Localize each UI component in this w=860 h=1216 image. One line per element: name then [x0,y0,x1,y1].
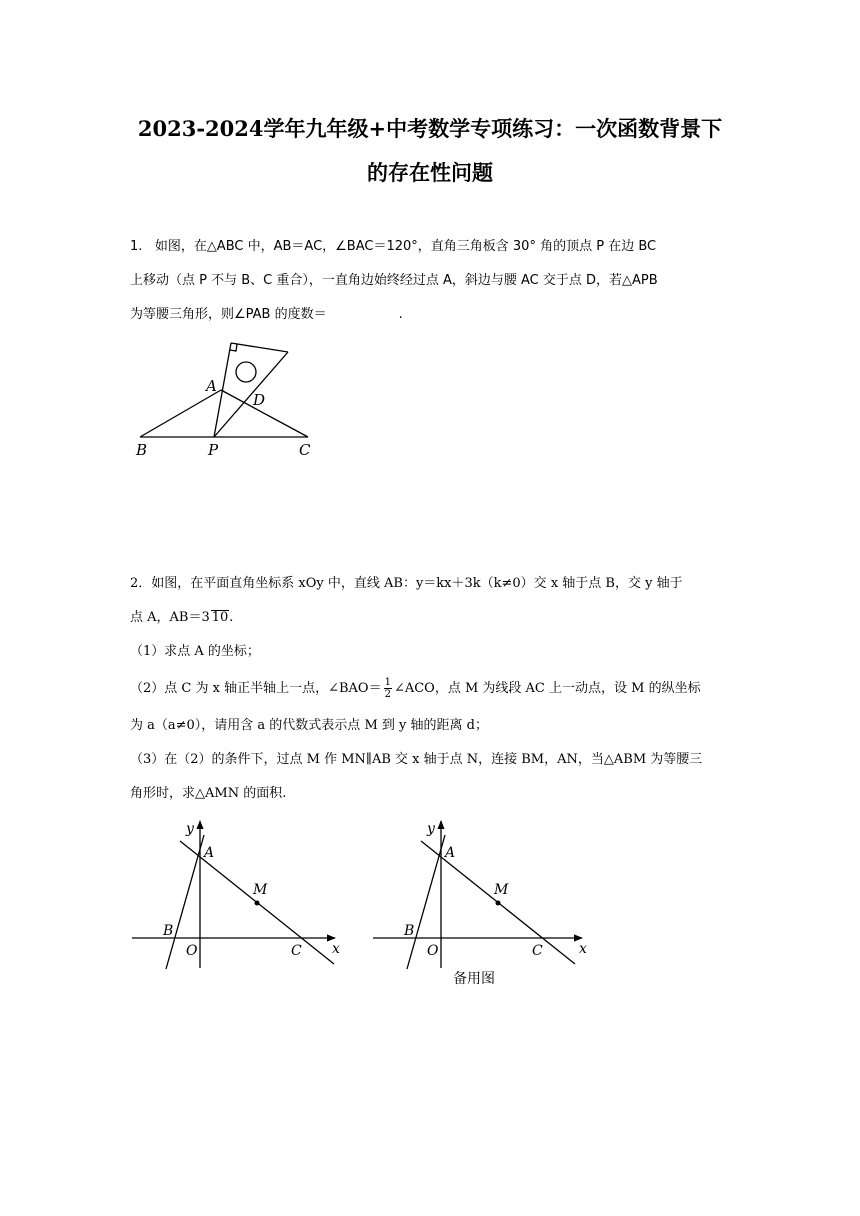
label-C: C [532,943,543,959]
label-B: B [404,923,415,939]
q2-part2-text-b: ∠ACO，点 M 为线段 AC 上一动点，设 M 的纵坐标 [393,681,701,696]
label-B: B [163,923,174,939]
q2-figure-backup [369,815,594,990]
q1-text-line3: 为等腰三角形，则∠PAB 的度数＝ [130,307,327,322]
q2-part2-text-a: （2）点 C 为 x 轴正半轴上一点，∠BAO＝ [130,681,382,696]
q2-part2-line2: 为 a（a≠0），请用含 a 的代数式表示点 M 到 y 轴的距离 d； [130,718,488,733]
label-O: O [427,943,439,959]
sqrt-10: 10 [211,610,229,625]
label-A: A [445,845,456,861]
label-C: C [291,943,302,959]
label-A: A [206,377,217,395]
q2-period: . [229,610,234,625]
label-x: x [332,941,340,957]
label-O: O [186,943,198,959]
label-C: C [299,441,311,459]
label-P: P [208,441,219,459]
label-y: y [427,821,435,837]
page-title-line2: 的存在性问题 [367,160,493,185]
q1-text-line1: 如图，在△ABC 中，AB＝AC，∠BAC＝120°，直角三角板含 30° 角的顶点 P 在边 BC [154,239,657,254]
label-D: D [253,391,266,409]
q2-part1: （1）求点 A 的坐标； [130,644,260,659]
q1-line2: 上移动（点 P 不与 B、C 重合），一直角边始终经过点 A，斜边与腰 AC 交于点 D，若△APB [130,273,658,288]
label-M: M [253,882,268,898]
fraction-one-half [384,677,392,700]
page-title-line1: 2023-2024学年九年级+中考数学专项练习：一次函数背景下 [137,116,723,141]
point-M [255,901,260,906]
q2-line2 [130,600,730,635]
fraction-numerator: 1 [384,677,391,688]
q1-number: 1. [130,239,143,254]
point-M [496,901,501,906]
triangle-hypotenuse [214,352,288,437]
segment-AB [140,390,221,437]
label-A: A [204,845,215,861]
label-M: M [494,882,509,898]
q2-part3-line1: （3）在（2）的条件下，过点 M 作 MN∥AB 交 x 轴于点 N，连接 BM，AN，当△ABM 为等腰三 [130,752,703,767]
backup-figure-caption: 备用图 [453,971,495,987]
q1-figure [128,335,328,465]
label-x: x [579,941,587,957]
fraction-denominator: 2 [384,689,391,700]
label-B: B [136,441,148,459]
q2-part2-line1 [130,671,730,706]
q1-period: . [398,307,403,322]
q2-text-line2: 点 A，AB＝3 [130,610,210,625]
label-y: y [186,821,194,837]
q2-line1: 2．如图，在平面直角坐标系 xOy 中，直线 AB：y＝kx＋3k（k≠0）交 x 轴于点 B，交 y 轴于 [130,576,683,591]
q2-figure-main [128,815,353,990]
q2-part3-line2: 角形时，求△AMN 的面积. [130,786,287,801]
triangle-hole [236,362,256,382]
triangle-top-edge [231,343,288,352]
q1-line1 [130,229,730,264]
q1-line3 [130,297,730,332]
